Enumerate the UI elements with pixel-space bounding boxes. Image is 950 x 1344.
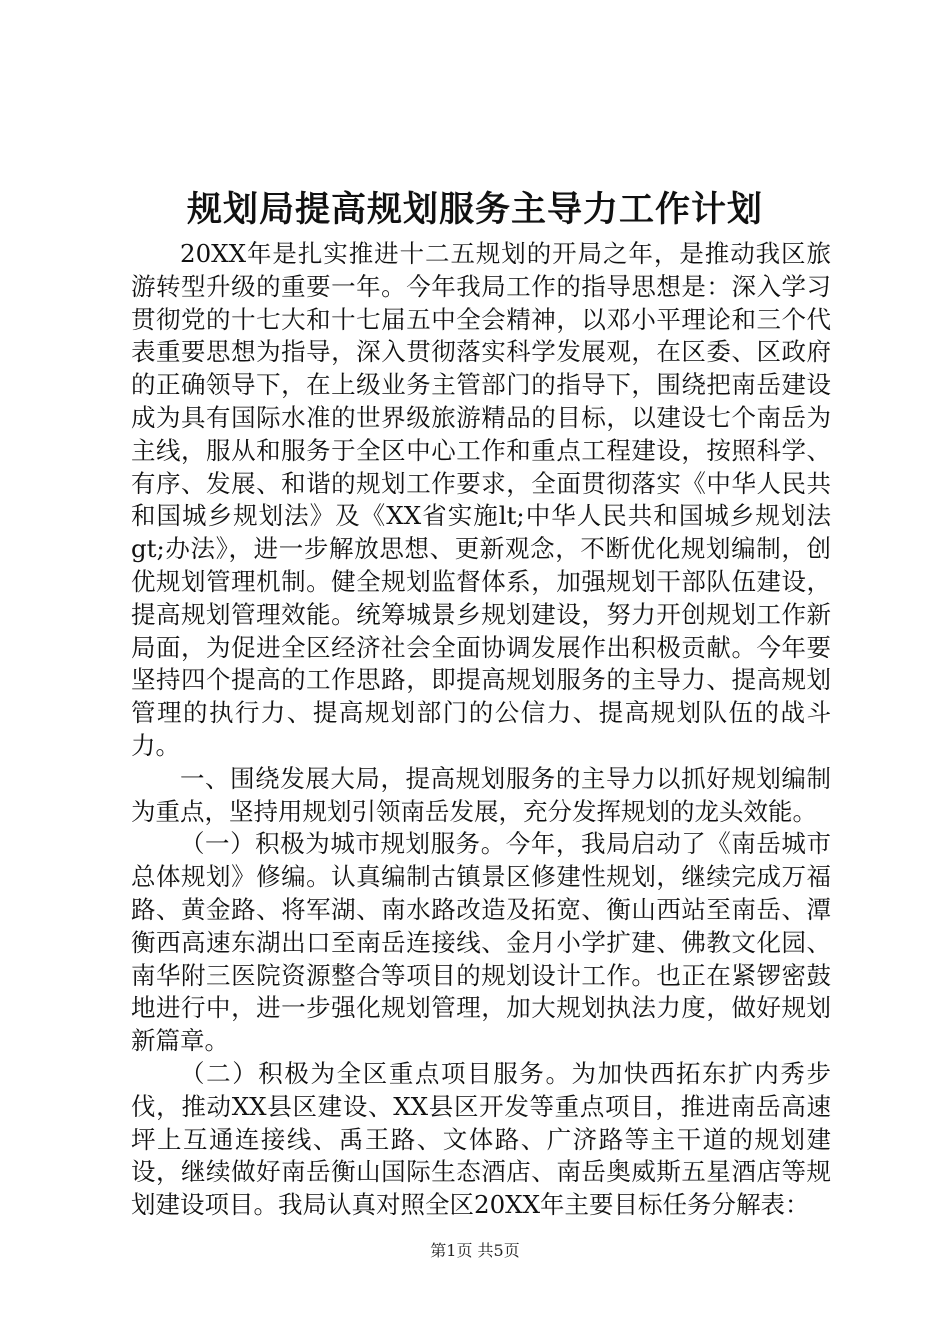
paragraph-intro: 20XX年是扎实推进十二五规划的开局之年，是推动我区旅游转型升级的重要一年。今年我局工作的指导思想是：深入学习贯彻党的十七大和十七届五中全会精神，以邓小平理论和三个代表重要思想为指导，深入贯彻落实科学发展观，在区委、区政府的正确领导下，在上级业务主管部门的指导下，围绕把南岳建设成为具有国际水准的世界级旅游精品的目标，以建设七个南岳为主线，服从和服务于全区中心工作和重点工程建设，按照科学、有序、发展、和谐的规划工作要求，全面贯彻落实《中华人民共和国城乡规划法》及《XX省实施lt;中华人民共和国城乡规划法gt;办法》，进一步解放思想、更新观念，不断优化规划编制，创优规划管理机制。健全规划监督体系，加强规划干部队伍建设，提高规划管理效能。统筹城景乡规划建设，努力开创规划工作新局面，为促进全区经济社会全面协调发展作出积极贡献。今年要坚持四个提高的工作思路，即提高规划服务的主导力、提高规划管理的执行力、提高规划部门的公信力、提高规划队伍的战斗力。 [131,239,831,760]
paragraph-section-one: 一、围绕发展大局，提高规划服务的主导力以抓好规划编制为重点，坚持用规划引领南岳发展，充分发挥规划的龙头效能。 [131,763,831,826]
paragraph-subsection-two: （二）积极为全区重点项目服务。为加快西拓东扩内秀步伐，推动XX县区建设、XX县区开发等重点项目，推进南岳高速坪上互通连接线、禹王路、文体路、广济路等主干道的规划建设，继续做好南岳衡山国际生态酒店、南岳奥威斯五星酒店等规划建设项目。我局认真对照全区20XX年主要目标任务分解表： [131,1058,831,1220]
page-number-footer: 第1页 共5页 [430,1241,520,1260]
paragraph-subsection-one: （一）积极为城市规划服务。今年，我局启动了《南岳城市总体规划》修编。认真编制古镇景区修建性规划，继续完成万福路、黄金路、将军湖、南水路改造及拓宽、衡山西站至南岳、潭衡西高速东湖出口至南岳连接线、金月小学扩建、佛教文化园、南华附三医院资源整合等项目的规划设计工作。也正在紧锣密鼓地进行中，进一步强化规划管理，加大规划执法力度，做好规划新篇章。 [131,829,831,1056]
document-body [131,238,831,1222]
document-title: 规划局提高规划服务主导力工作计划 [186,189,763,230]
